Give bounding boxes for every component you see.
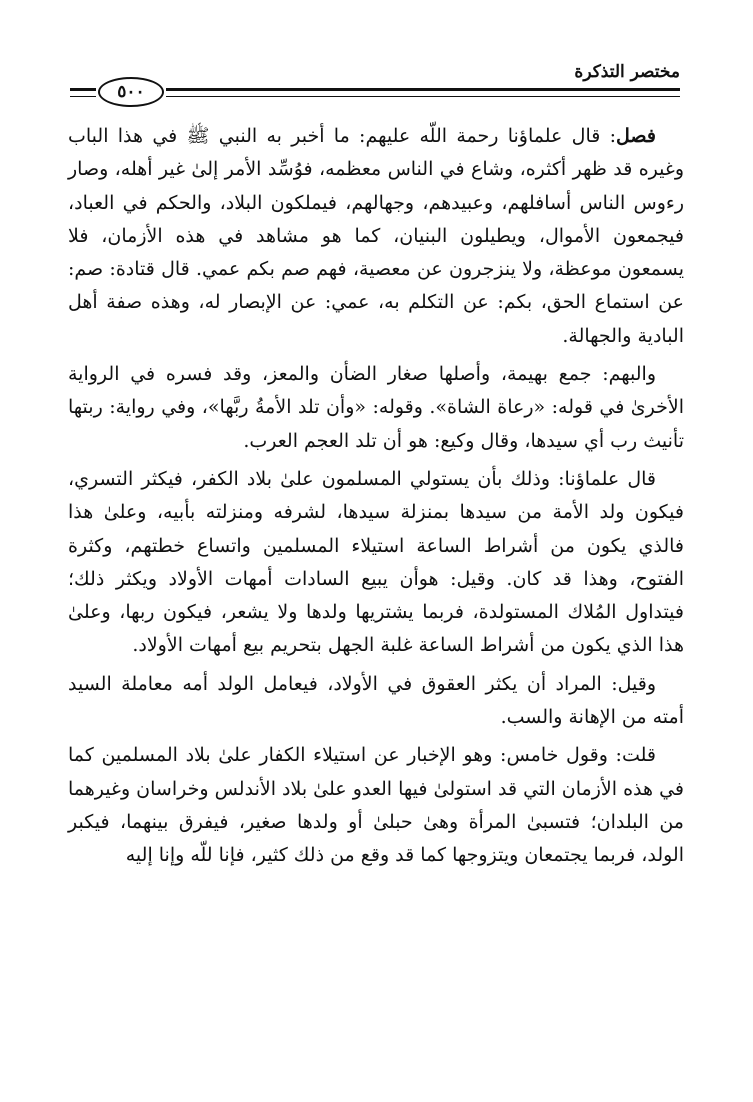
header-rule-left	[70, 88, 96, 97]
paragraph-text: : قال علماؤنا رحمة اللّه عليهم: ما أخبر به النبي ﷺ في هذا الباب وغيره قد ظهر أكثره، وشاع في الناس معظمه، فوُسِّد الأمر إلىٰ غير أهله، وصار رءوس الناس أسافلهم، وعبيدهم، وجهالهم، فيملكون البلاد، والحكم في العباد، فيجمعون الأموال، ويطيلون البنيان، كما هو مشاهد في هذه الأزمان، فلا يسمعون موعظة، ولا ينزجرون عن معصية، فهم صم بكم عمي. قال قتادة: صم: عن استماع الحق، بكم: عن التكلم به، عمي: عن الإبصار له، وهذه صفة أهل البادية والجهالة.	[68, 125, 684, 347]
paragraph-text: قال علماؤنا: وذلك بأن يستولي المسلمون علىٰ بلاد الكفر، فيكثر التسري، فيكون ولد الأمة من سيدها بمنزلة سيدها، لشرفه ومنزلته بأبيه، وعلىٰ هذا فالذي يكون من أشراط الساعة استيلاء المسلمين واتساع خطتهم، وكثرة الفتوح، وهذا قد كان. وقيل: هوأن يبيع السادات أمهات الأولاد ويكثر ذلك؛ فيتداول المُلاك المستولدة، فربما يشتريها ولدها ولا يشعر، فيكون ربها، وعلىٰ هذا الذي يكون من أشراط الساعة غلبة الجهل بتحريم بيع أمهات الأولاد.	[68, 467, 684, 657]
paragraph-text: والبهم: جمع بهيمة، وأصلها صغار الضأن والمعز، وقد فسره في الرواية الأخرىٰ في قوله: «رعاة الشاة». وقوله: «وأن تلد الأمةُ ربَّها»، وفي رواية: ربتها تأنيث رب أي سيدها، وقال وكيع: هو أن تلد العجم العرب.	[68, 363, 684, 452]
paragraph	[68, 739, 684, 872]
paragraph	[68, 120, 684, 353]
running-title: مختصر التذكرة	[574, 62, 680, 82]
page-body	[68, 120, 684, 878]
paragraph	[68, 463, 684, 663]
paragraph	[68, 668, 684, 735]
header-rule-right	[166, 88, 680, 97]
section-lead: فصل	[616, 125, 656, 147]
paragraph	[68, 358, 684, 458]
paragraph-text: وقيل: المراد أن يكثر العقوق في الأولاد، فيعامل الولد أمه معاملة السيد أمته من الإهانة والسب.	[68, 672, 684, 729]
page-header	[70, 60, 680, 110]
page-number: ٥٠٠	[98, 77, 164, 107]
paragraph-text: قلت: وقول خامس: وهو الإخبار عن استيلاء الكفار علىٰ بلاد المسلمين كما في هذه الأزمان التي قد استولىٰ فيها العدو علىٰ بلاد الأندلس وخراسان وغيرهما من البلدان؛ فتسبىٰ المرأة وهىٰ حبلىٰ أو ولدها صغير، فيفرق بينهما، فيكبر الولد، فربما يجتمعان ويتزوجها كما قد وقع من ذلك كثير، فإنا للّه وإنا إليه	[68, 744, 684, 867]
